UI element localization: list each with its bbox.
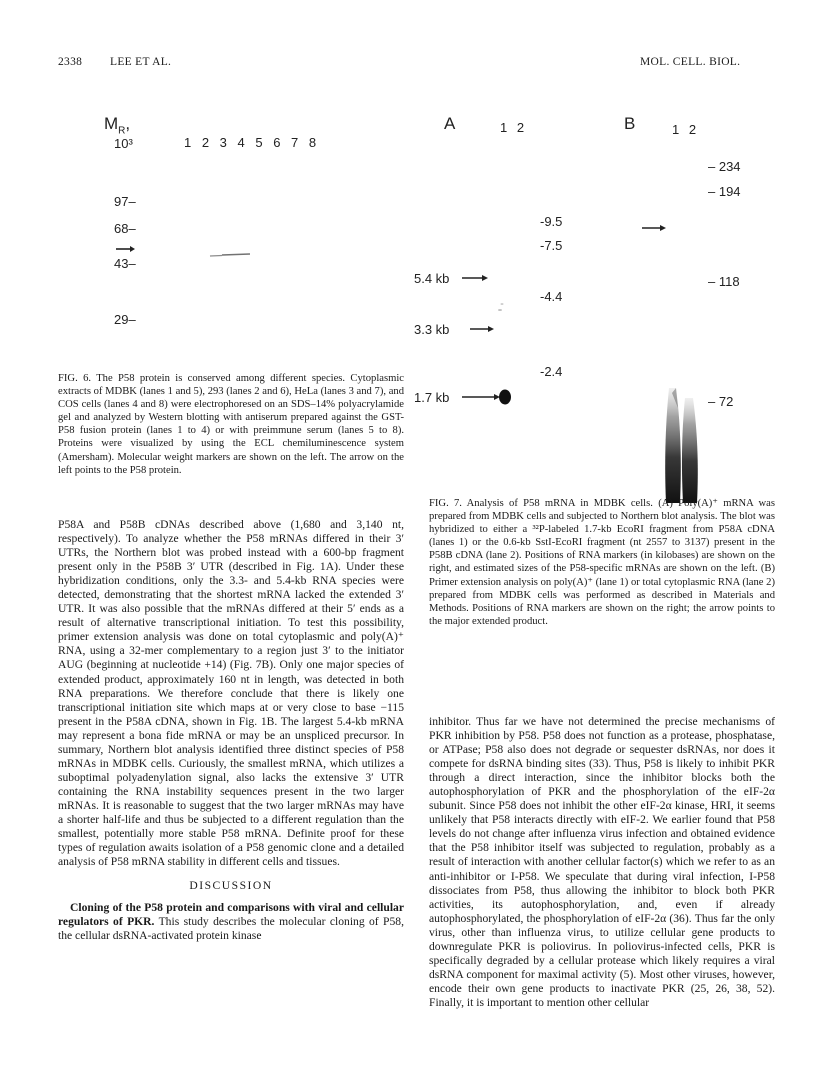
fig7-gel [414, 108, 794, 508]
primer-extension-smears [665, 388, 698, 503]
left-paragraph-2 [58, 901, 404, 943]
fig7-panel-a: A [444, 114, 456, 133]
band-1-7kb [499, 390, 511, 405]
fig6-gel [100, 108, 380, 348]
fig7a-lane-numbers: 1 2 [500, 120, 528, 135]
fig7b-marker-118: – 118 [708, 274, 740, 289]
arrow-1-7kb-icon [462, 394, 500, 400]
fig7-caption: FIG. 7. Analysis of P58 mRNA in MDBK cells. (A) Poly(A)⁺ mRNA was prepared from MDBK cells and subjected to Northern blot analysis. The blot was hybridized to either a ³²P-labeled 1.7-kb EcoRI fragment from P58A cDNA (lanes 1) or the 0.6-kb SstI-EcoRI fragment (nt 2557 to 3137) present in the P58B cDNA (lane 2). Positions of RNA markers (in kilobases) are shown on the right, and estimated sizes of the P58-specific mRNAs are shown on the left. (B) Primer extension analysis on poly(A)⁺ (lane 1) or total cytoplasmic RNA (lane 2) prepared from MDBK cells was performed as described in Materials and Methods. Positions of RNA markers are shown on the right; the arrow points to the major extended product. [429, 498, 775, 627]
running-authors: LEE ET AL. [110, 56, 172, 68]
fig6-caption: FIG. 6. The P58 protein is conserved among different species. Cytoplasmic extracts of MDBK (lanes 1 and 5), 293 (lanes 2 and 6), HeLa (lanes 3 and 7), and COS cells (lanes 4 and 8) were electrophoresed on an SDS–14% polyacrylamide gel and analyzed by Western blotting with antiserum prepared against the GST-P58 fusion protein (lanes 1 to 4) or with preimmune serum (lanes 5 to 8). Proteins were visualized by using the ECL chemiluminescence system (Amersham). Molecular weight markers are shown on the left. The arrow on the left points to the P58 protein. [58, 373, 404, 476]
page-number: 2338 [58, 56, 83, 68]
fig7b-marker-72: – 72 [708, 394, 734, 409]
fig7b-marker-234: – 234 [708, 159, 741, 174]
fig7a-size-3-3kb: 3.3 kb [414, 322, 450, 337]
section-lead: Cloning of the P58 protein and comparisons with viral and cellular regulators of PKR. [58, 901, 404, 929]
fig7a-marker-4-4: -4.4 [540, 289, 563, 304]
right-paragraph-1: inhibitor. Thus far we have not determined the precise mechanisms of PKR inhibition by P58. P58 does not function as a protease, phosphatase, or ATPase; P58 also does not degrade or sequester dsRNAs, nor does it compete for dsRNA binding sites (33). Thus, P58 is likely to inhibit PKR through a direct interaction, since the inhibitor blocks both the autophosphorylation of PKR and the phosphorylation of the eIF-2α subunit. Since P58 does not inhibit the other eIF-2α kinase, HRI, it seems unlikely that P58 interacts directly with eIF-2. We earlier found that P58 levels do not change after influenza virus infection and obtained evidence that the P58 inhibitor itself was subjected to regulation, probably as a result of interaction with another cellular factor(s) which we refer to as an anti-inhibitor or I-P58. We speculate that during viral infection, I-P58 dissociates from P58, thus allowing the inhibitor to block both PKR activities, its autophosphorylation, and, even if already autophosphorylated, the phosphorylation of eIF-2α (36). Thus far the only virus, other than influenza virus, to utilize cellular gene products to downregulate PKR is poliovirus. In poliovirus-infected cells, PKR is specifically degraded by a cellular protease which likely requires a viral dsRNA component for maximal activity (5). Most other viruses, however, encode their own gene products to inactivate PKR (25, 26, 38, 52). Finally, it is important to mention other cellular [429, 715, 775, 1009]
journal-name: MOL. CELL. BIOL. [640, 56, 741, 68]
fig6-blot [100, 108, 380, 348]
fig7-blots [414, 108, 794, 508]
fig7a-marker-2-4: -2.4 [540, 364, 563, 379]
fig6-lane-numbers: 1 2 3 4 5 6 7 8 [184, 135, 320, 150]
fig6-marker-68: 68– [114, 221, 136, 236]
right-column [429, 715, 775, 1010]
left-column [58, 518, 404, 943]
left-paragraph-2-text: This study describes the molecular cloning of P58, the cellular dsRNA-activated protein kinase [58, 915, 404, 943]
fig6-marker-29: 29– [114, 312, 136, 327]
extended-product-arrow-icon [642, 225, 666, 231]
fig7a-marker-9-5: -9.5 [540, 214, 563, 229]
arrow-5-4kb-icon [462, 275, 488, 281]
arrow-3-3kb-icon [470, 326, 494, 332]
fig6-marker-43: 43– [114, 256, 136, 271]
fig6-mr-label: $M_R$, [104, 114, 131, 137]
p58-arrow-icon [116, 246, 135, 252]
fig6-scale: 10³ [114, 136, 133, 151]
p58-band [210, 254, 250, 256]
fig7-panel-b: B [624, 114, 636, 133]
discussion-heading: DISCUSSION [189, 879, 273, 893]
fig7a-size-5-4kb: 5.4 kb [414, 271, 450, 286]
fig7a-marker-7-5: -7.5 [540, 238, 563, 253]
left-paragraph-1: P58A and P58B cDNAs described above (1,680 and 3,140 nt, respectively). To analyze whether the P58 mRNAs differed in their 3′ UTRs, the Northern blot was probed instead with a 600-bp fragment present only in the P58B 3′ UTR (described in Fig. 1A). Under these hybridization conditions, only the 3.3- and 5.4-kb RNA species were detected, demonstrating that the shortest mRNA lacked the extended 3′ UTR. It was also possible that the mRNAs differed at their 5′ ends as a result of alternative transcriptional initiation. To test this possibility, primer extension analysis was done on total cytoplasmic and poly(A)⁺ RNA, using a 32-mer complementary to a region just 3′ to the initiator AUG (beginning at nucleotide +14) (Fig. 7B). Only one major species of extended product, approximately 160 nt in length, was detected in both RNA preparations. We therefore conclude that there is likely one transcriptional initiation site which maps at or very close to base −115 present in the P58A cDNA, shown in Fig. 1B. The largest 5.4-kb mRNA may represent a bona fide mRNA or may be an unspliced precursor. In summary, Northern blot analysis identified three distinct species of P58 mRNAs in MDBK cells. Curiously, the smallest mRNA, which utilizes a suboptimal polyadenylation signal, also lacks the extensive 3′ UTR containing the RNA instability sequences present in the two larger mRNAs. It is reasonable to suggest that the two larger mRNAs may have a shorter half-life and thus be subjected to a different regulation than the smallest, potentially more stable P58 mRNA. Definite proof for these types of regulation awaits isolation of a P58 genomic clone and a detailed analysis of P58 mRNA stability in different cells and tissues. [58, 518, 404, 869]
fig7b-marker-194: – 194 [708, 184, 741, 199]
fig7b-lane-numbers: 1 2 [672, 122, 700, 137]
fig7a-size-1-7kb: 1.7 kb [414, 390, 450, 405]
fig6-marker-97: 97– [114, 194, 136, 209]
